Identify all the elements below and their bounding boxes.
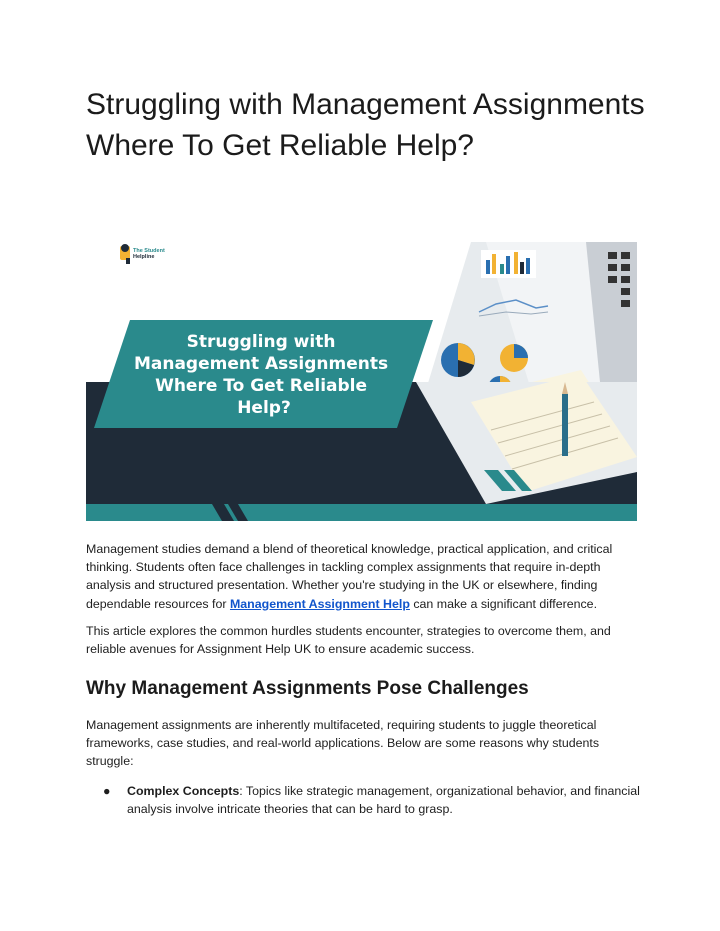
page-title: Struggling with Management Assignments Where To Get Reliable Help? <box>86 88 645 162</box>
list-item <box>86 782 641 818</box>
logo-text-line1: The Student <box>133 248 165 254</box>
bar-chart-graphic <box>481 250 536 278</box>
banner-heading-line1: Struggling with <box>186 332 336 352</box>
banner-heading-line2: Management Assignments <box>133 354 389 374</box>
bullet-text: : Topics like strategic management, organizational behavior, and financial analysis involve intricate theories that can be hard to grasp. <box>127 784 640 817</box>
intro-text-start: Management studies demand a blend of theoretical knowledge, practical application, and critical thinking. Students often face challenges in tackling complex assignments that require in-depth analysis and structured presentation. Whether you're studying in the UK or elsewhere, finding dependable resources for <box>86 542 613 611</box>
management-assignment-help-link[interactable]: Management Assignment Help <box>229 596 410 611</box>
banner-image <box>86 242 637 521</box>
section-body: Management assignments are inherently multifaceted, requiring students to juggle theoretical frameworks, case studies, and real-world applications. Below are some reasons why students struggle: <box>86 718 600 769</box>
intro-text-end: can make a significant difference. <box>409 596 598 611</box>
bullet-term: Complex Concepts <box>127 784 240 798</box>
banner-heading-line3: Where To Get Reliable <box>155 376 368 396</box>
logo-text-line2: Helpline <box>133 254 155 260</box>
intro-paragraph <box>86 540 641 613</box>
banner-heading-line4: Help? <box>237 398 291 418</box>
bullet-list <box>86 782 641 818</box>
section-heading: Why Management Assignments Pose Challenges <box>86 678 529 699</box>
article-paragraph: This article explores the common hurdles students encounter, strategies to overcome them, and reliable avenues for Assignment Help UK to ensure academic success. <box>86 624 611 657</box>
bullet-icon: ● <box>103 784 111 798</box>
